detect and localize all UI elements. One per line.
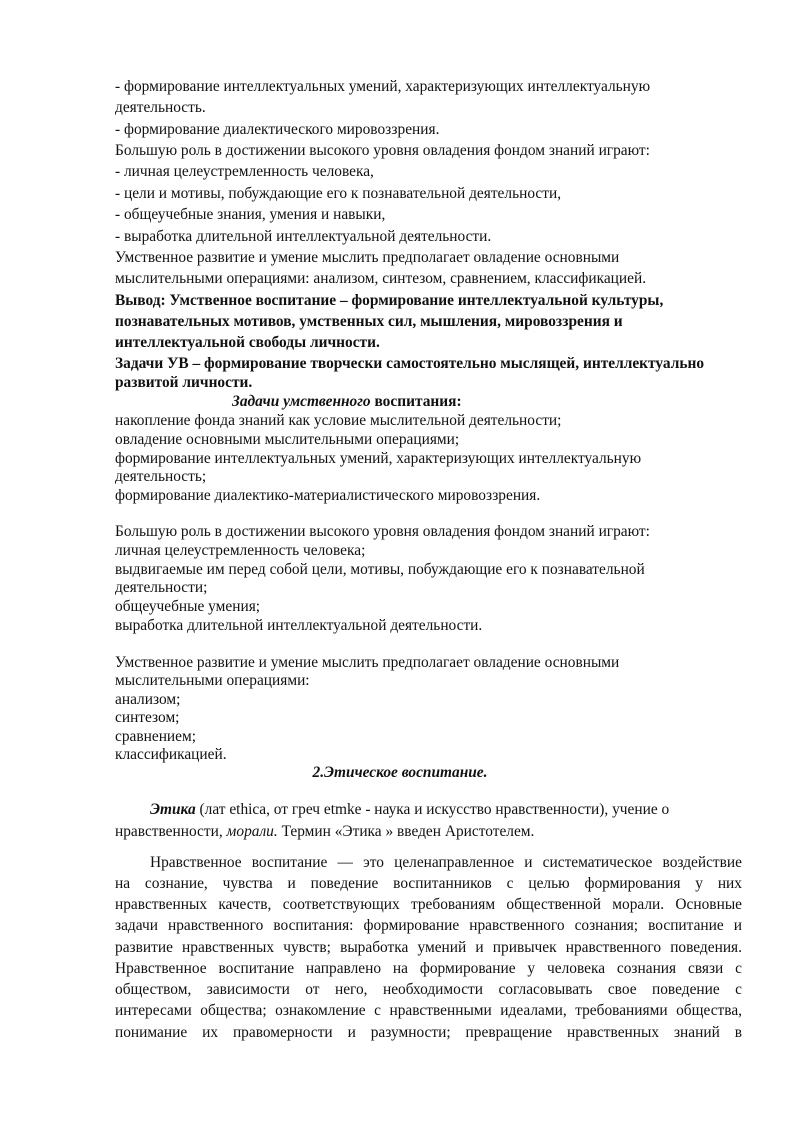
- section-title: 2.Этическое воспитание.: [312, 764, 488, 781]
- tasks-heading-italic: Задачи умственного: [232, 393, 371, 410]
- conclusion-line: интеллектуальной свободы личности.: [115, 334, 380, 351]
- text-line: накопление фонда знаний как условие мыслительной деятельности;: [115, 412, 562, 429]
- text-line: формирование интеллектуальных умений, характеризующих интеллектуальную: [115, 450, 642, 467]
- paragraph-line: Нравственное воспитание направлено на формирование у человека сознания связи с: [115, 960, 742, 977]
- ethics-line-1: [150, 799, 669, 820]
- ethics-term: Этика: [150, 801, 196, 818]
- text-line: личная целеустремленность человека;: [115, 542, 366, 559]
- tasks-line: развитой личности.: [115, 374, 253, 391]
- tasks-heading-bold: воспитания:: [370, 393, 462, 410]
- paragraph-line: нравственных качеств, соответствующих требованиям общественной морали. Основные: [115, 896, 742, 913]
- text-line: - формирование интеллектуальных умений, характеризующих интеллектуальную: [115, 78, 651, 95]
- text-line: Большую роль в достижении высокого уровня овладения фондом знаний играют:: [115, 523, 650, 540]
- paragraph-line: на сознание, чувства и поведение воспитанников с целью формирования у них: [115, 875, 742, 892]
- tasks-line: Задачи УВ – формирование творчески самостоятельно мыслящей, интеллектуально: [115, 355, 705, 372]
- text-line: - личная целеустремленность человека,: [115, 163, 374, 180]
- text-line: общеучебные умения;: [115, 598, 261, 615]
- paragraph-line: задачи нравственного воспитания: формирование нравственного сознания; воспитание и: [115, 917, 742, 934]
- text-line: - формирование диалектического мировоззрения.: [115, 121, 440, 138]
- paragraph-line: развитие нравственных чувств; выработка умений и привычек нравственного поведения.: [115, 939, 742, 956]
- paragraph-line: интересами общества; ознакомление с нравственными идеалами, требованиями общества,: [115, 1002, 742, 1019]
- text-line: анализом;: [115, 691, 181, 708]
- paragraph-line: Нравственное воспитание — это целенаправленное и систематическое воздействие: [150, 854, 742, 871]
- text-line: Умственное развитие и умение мыслить предполагает овладение основными: [115, 654, 620, 671]
- text-line: классификацией.: [115, 746, 227, 763]
- ethics-text: Термин «Этика » введен Аристотелем.: [277, 823, 535, 840]
- text-line: выработка длительной интеллектуальной деятельности.: [115, 617, 483, 634]
- paragraph-line: понимание их правомерности и разумности; превращение нравственных знаний в: [115, 1024, 742, 1041]
- conclusion-line: познавательных мотивов, умственных сил, мышления, мировоззрения и: [115, 313, 623, 330]
- tasks-heading: [232, 391, 462, 412]
- ethics-text: нравственности,: [115, 823, 227, 840]
- text-line: мыслительными операциями: анализом, синтезом, сравнением, классификацией.: [115, 270, 647, 287]
- text-line: формирование диалектико-материалистического мировоззрения.: [115, 487, 541, 504]
- text-line: деятельности;: [115, 579, 208, 596]
- text-line: Умственное развитие и умение мыслить предполагает овладение основными: [115, 249, 620, 266]
- text-line: выдвигаемые им перед собой цели, мотивы, побуждающие его к познавательной: [115, 561, 645, 578]
- ethics-definition: (лат ethica, от греч etmke - наука и искусство нравственности), учение о: [195, 801, 670, 818]
- ethics-line-2: [115, 821, 534, 842]
- conclusion-line: Вывод: Умственное воспитание – формирование интеллектуальной культуры,: [115, 292, 664, 309]
- text-line: - цели и мотивы, побуждающие его к познавательной деятельности,: [115, 185, 562, 202]
- text-line: мыслительными операциями:: [115, 672, 310, 689]
- text-line: сравнением;: [115, 728, 197, 745]
- text-line: - выработка длительной интеллектуальной деятельности.: [115, 228, 492, 245]
- text-line: деятельность.: [115, 99, 206, 116]
- ethics-morals: морали.: [226, 823, 278, 840]
- text-line: Большую роль в достижении высокого уровня овладения фондом знаний играют:: [115, 142, 650, 159]
- text-line: овладение основными мыслительными операциями;: [115, 431, 460, 448]
- text-line: синтезом;: [115, 709, 180, 726]
- text-line: деятельность;: [115, 468, 207, 485]
- paragraph-line: обществом, зависимости от него, необходимости согласовывать свое поведение с: [115, 981, 742, 998]
- text-line: - общеучебные знания, умения и навыки,: [115, 206, 386, 223]
